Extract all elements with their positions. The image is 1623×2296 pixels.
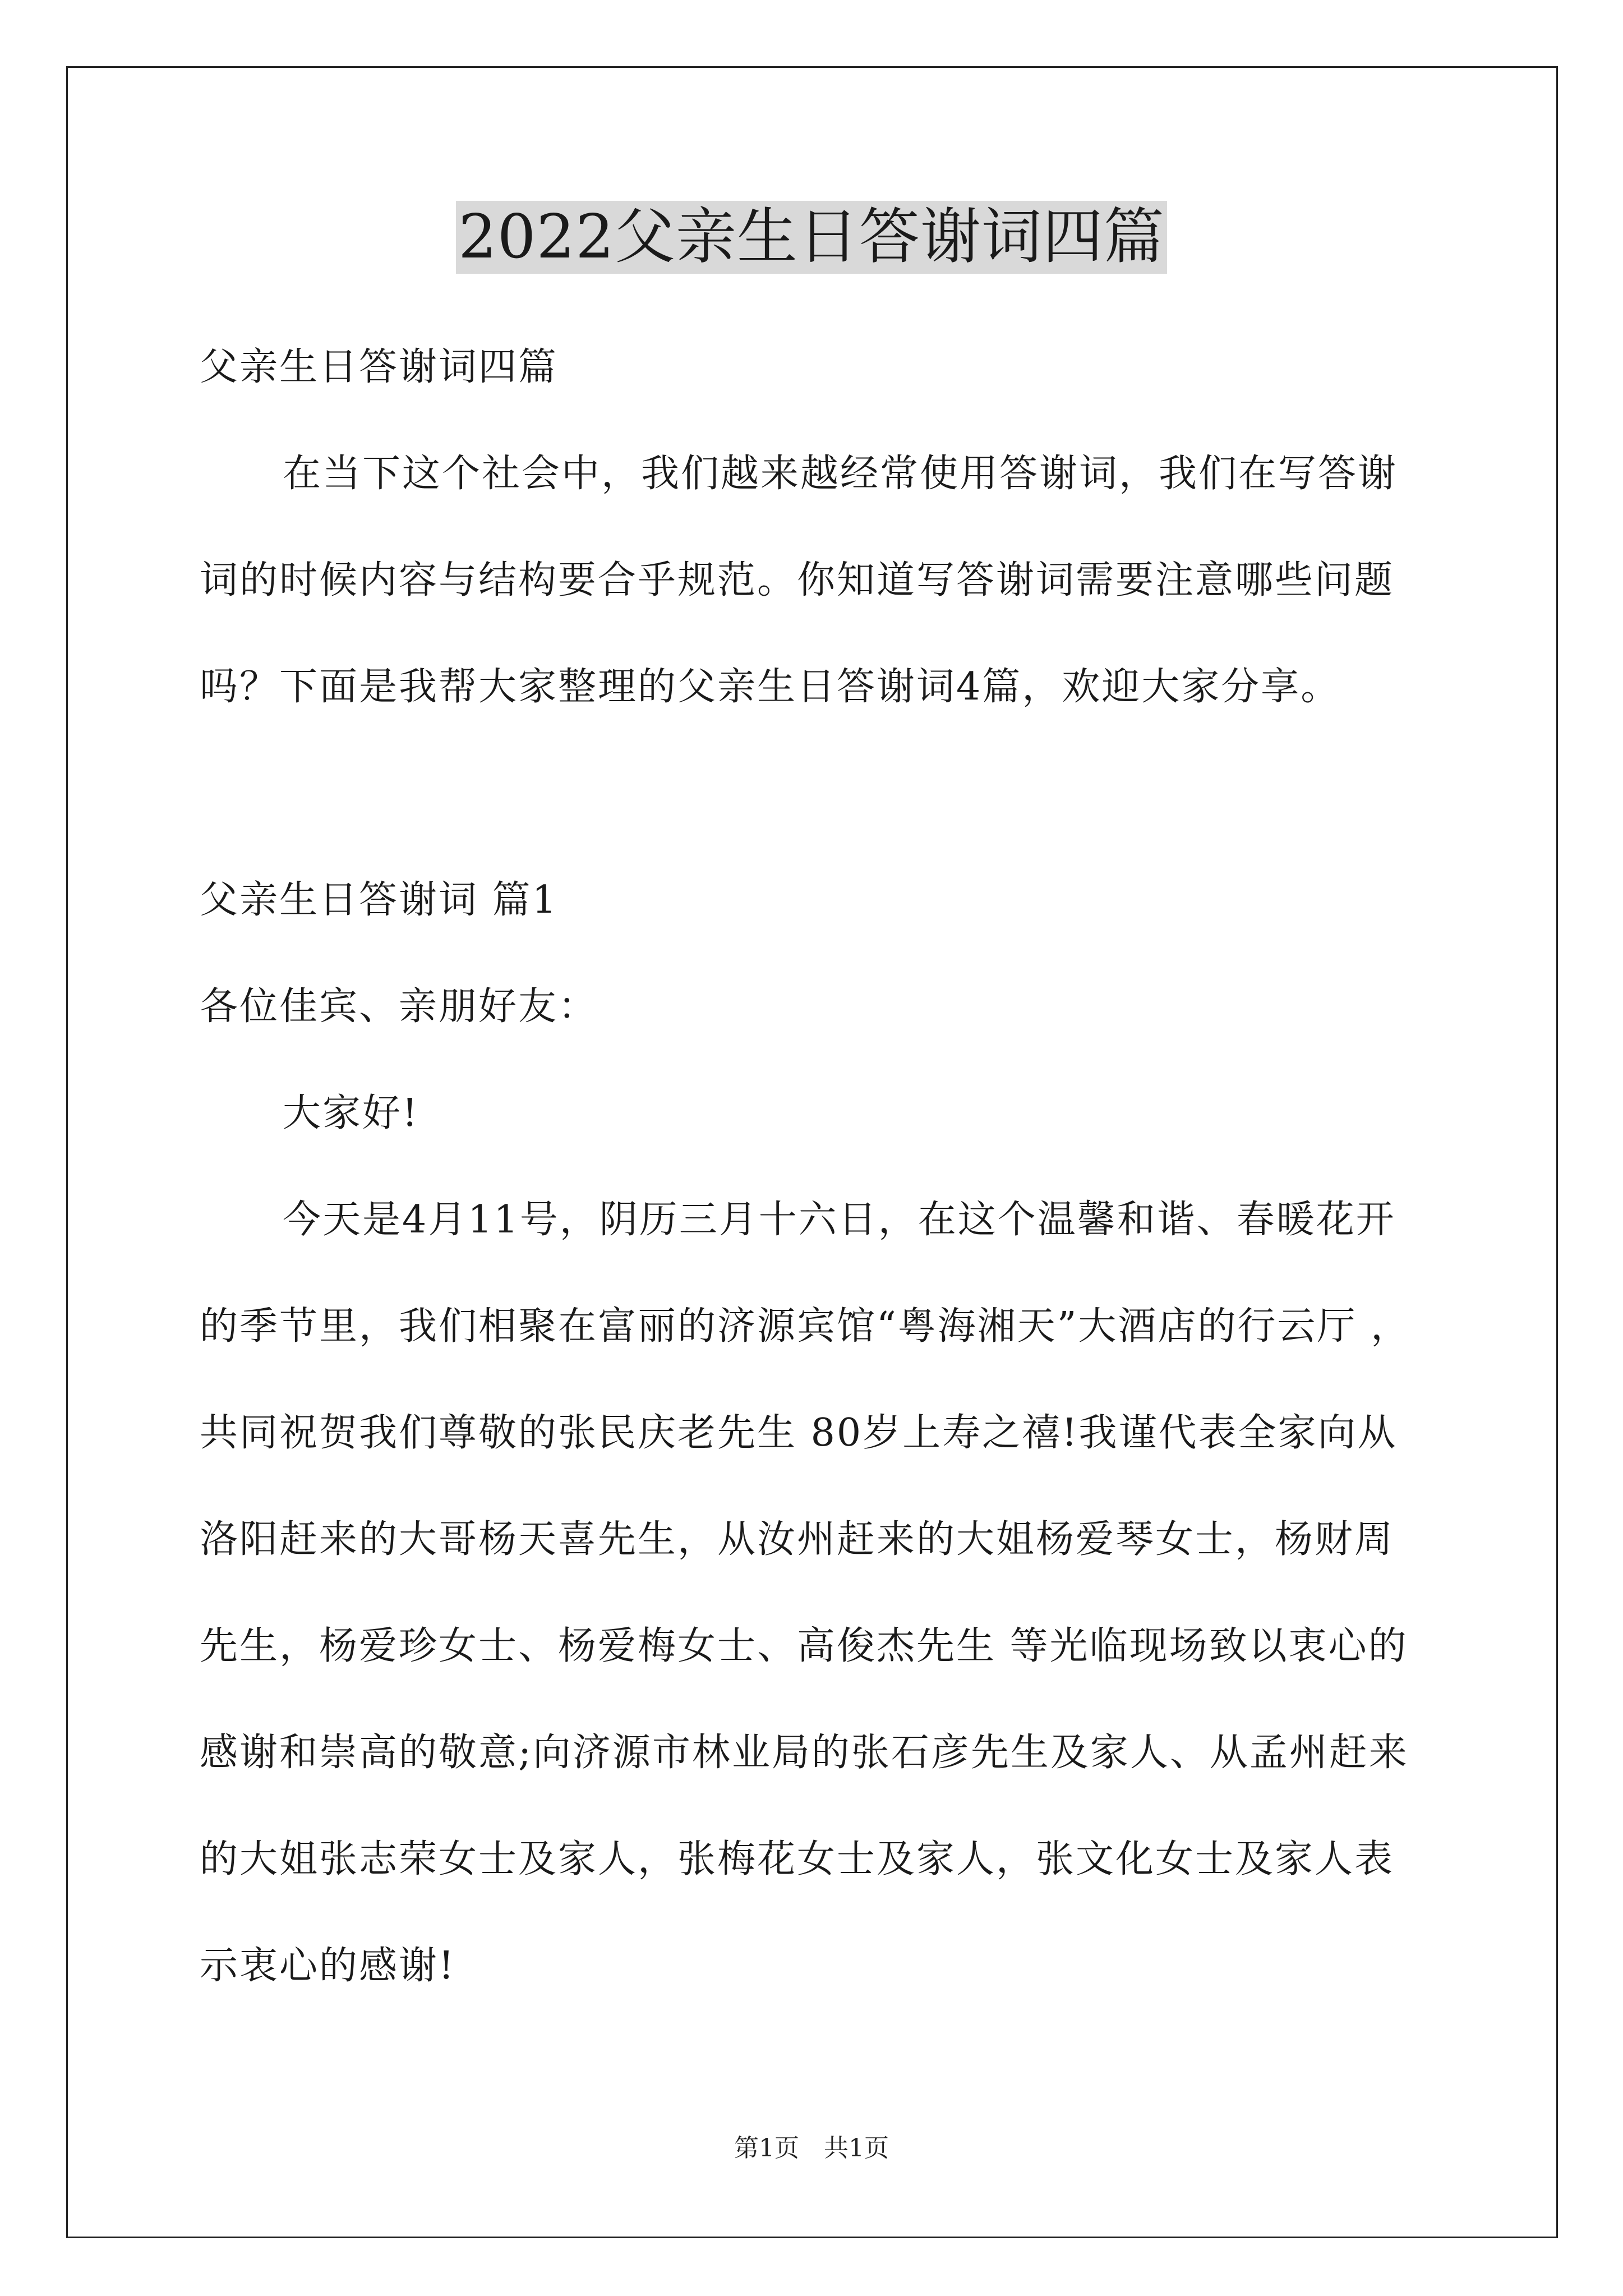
text-line: 共同祝贺我们尊敬的张民庆老先生 80岁上寿之禧!我谨代表全家向从 xyxy=(200,1411,1398,1455)
text-line: 父亲生日答谢词四篇 xyxy=(200,345,559,389)
page-footer: 第1页 共1页 xyxy=(734,2134,889,2162)
document-body xyxy=(200,314,1431,2019)
text-line: 先生，杨爱珍女士、杨爱梅女士、高俊杰先生 等光临现场致以衷心的 xyxy=(200,1624,1408,1668)
text-line: 吗？下面是我帮大家整理的父亲生日答谢词4篇，欢迎大家分享。 xyxy=(200,665,1341,709)
text-line: 词的时候内容与结构要合乎规范。你知道写答谢词需要注意哪些问题 xyxy=(200,558,1395,602)
text-line: 洛阳赶来的大哥杨天喜先生，从汝州赶来的大姐杨爱琴女士，杨财周 xyxy=(200,1517,1395,1562)
text-line: 的大姐张志荣女士及家人，张梅花女士及家人，张文化女士及家人表 xyxy=(200,1837,1395,1881)
text-line: 今天是4月11号，阴历三月十六日，在这个温馨和谐、春暖花开 xyxy=(283,1198,1396,1242)
text-line: 感谢和崇高的敬意;向济源市林业局的张石彦先生及家人、从孟州赶来 xyxy=(200,1731,1409,1775)
text-line: 示衷心的感谢! xyxy=(200,1944,456,1988)
blank-line xyxy=(200,740,1431,847)
text-line: 在当下这个社会中，我们越来越经常使用答谢词，我们在写答谢 xyxy=(283,452,1398,496)
text-line: 大家好! xyxy=(283,1091,419,1135)
document-title: 2022父亲生日答谢词四篇 xyxy=(456,201,1167,274)
text-line: 父亲生日答谢词 篇1 xyxy=(200,878,558,922)
text-line: 各位佳宾、亲朋好友： xyxy=(200,984,598,1029)
title-container xyxy=(0,201,1623,274)
text-line: 的季节里，我们相聚在富丽的济源宾馆“粤海湘天”大酒店的行云厅 ， xyxy=(200,1304,1411,1349)
